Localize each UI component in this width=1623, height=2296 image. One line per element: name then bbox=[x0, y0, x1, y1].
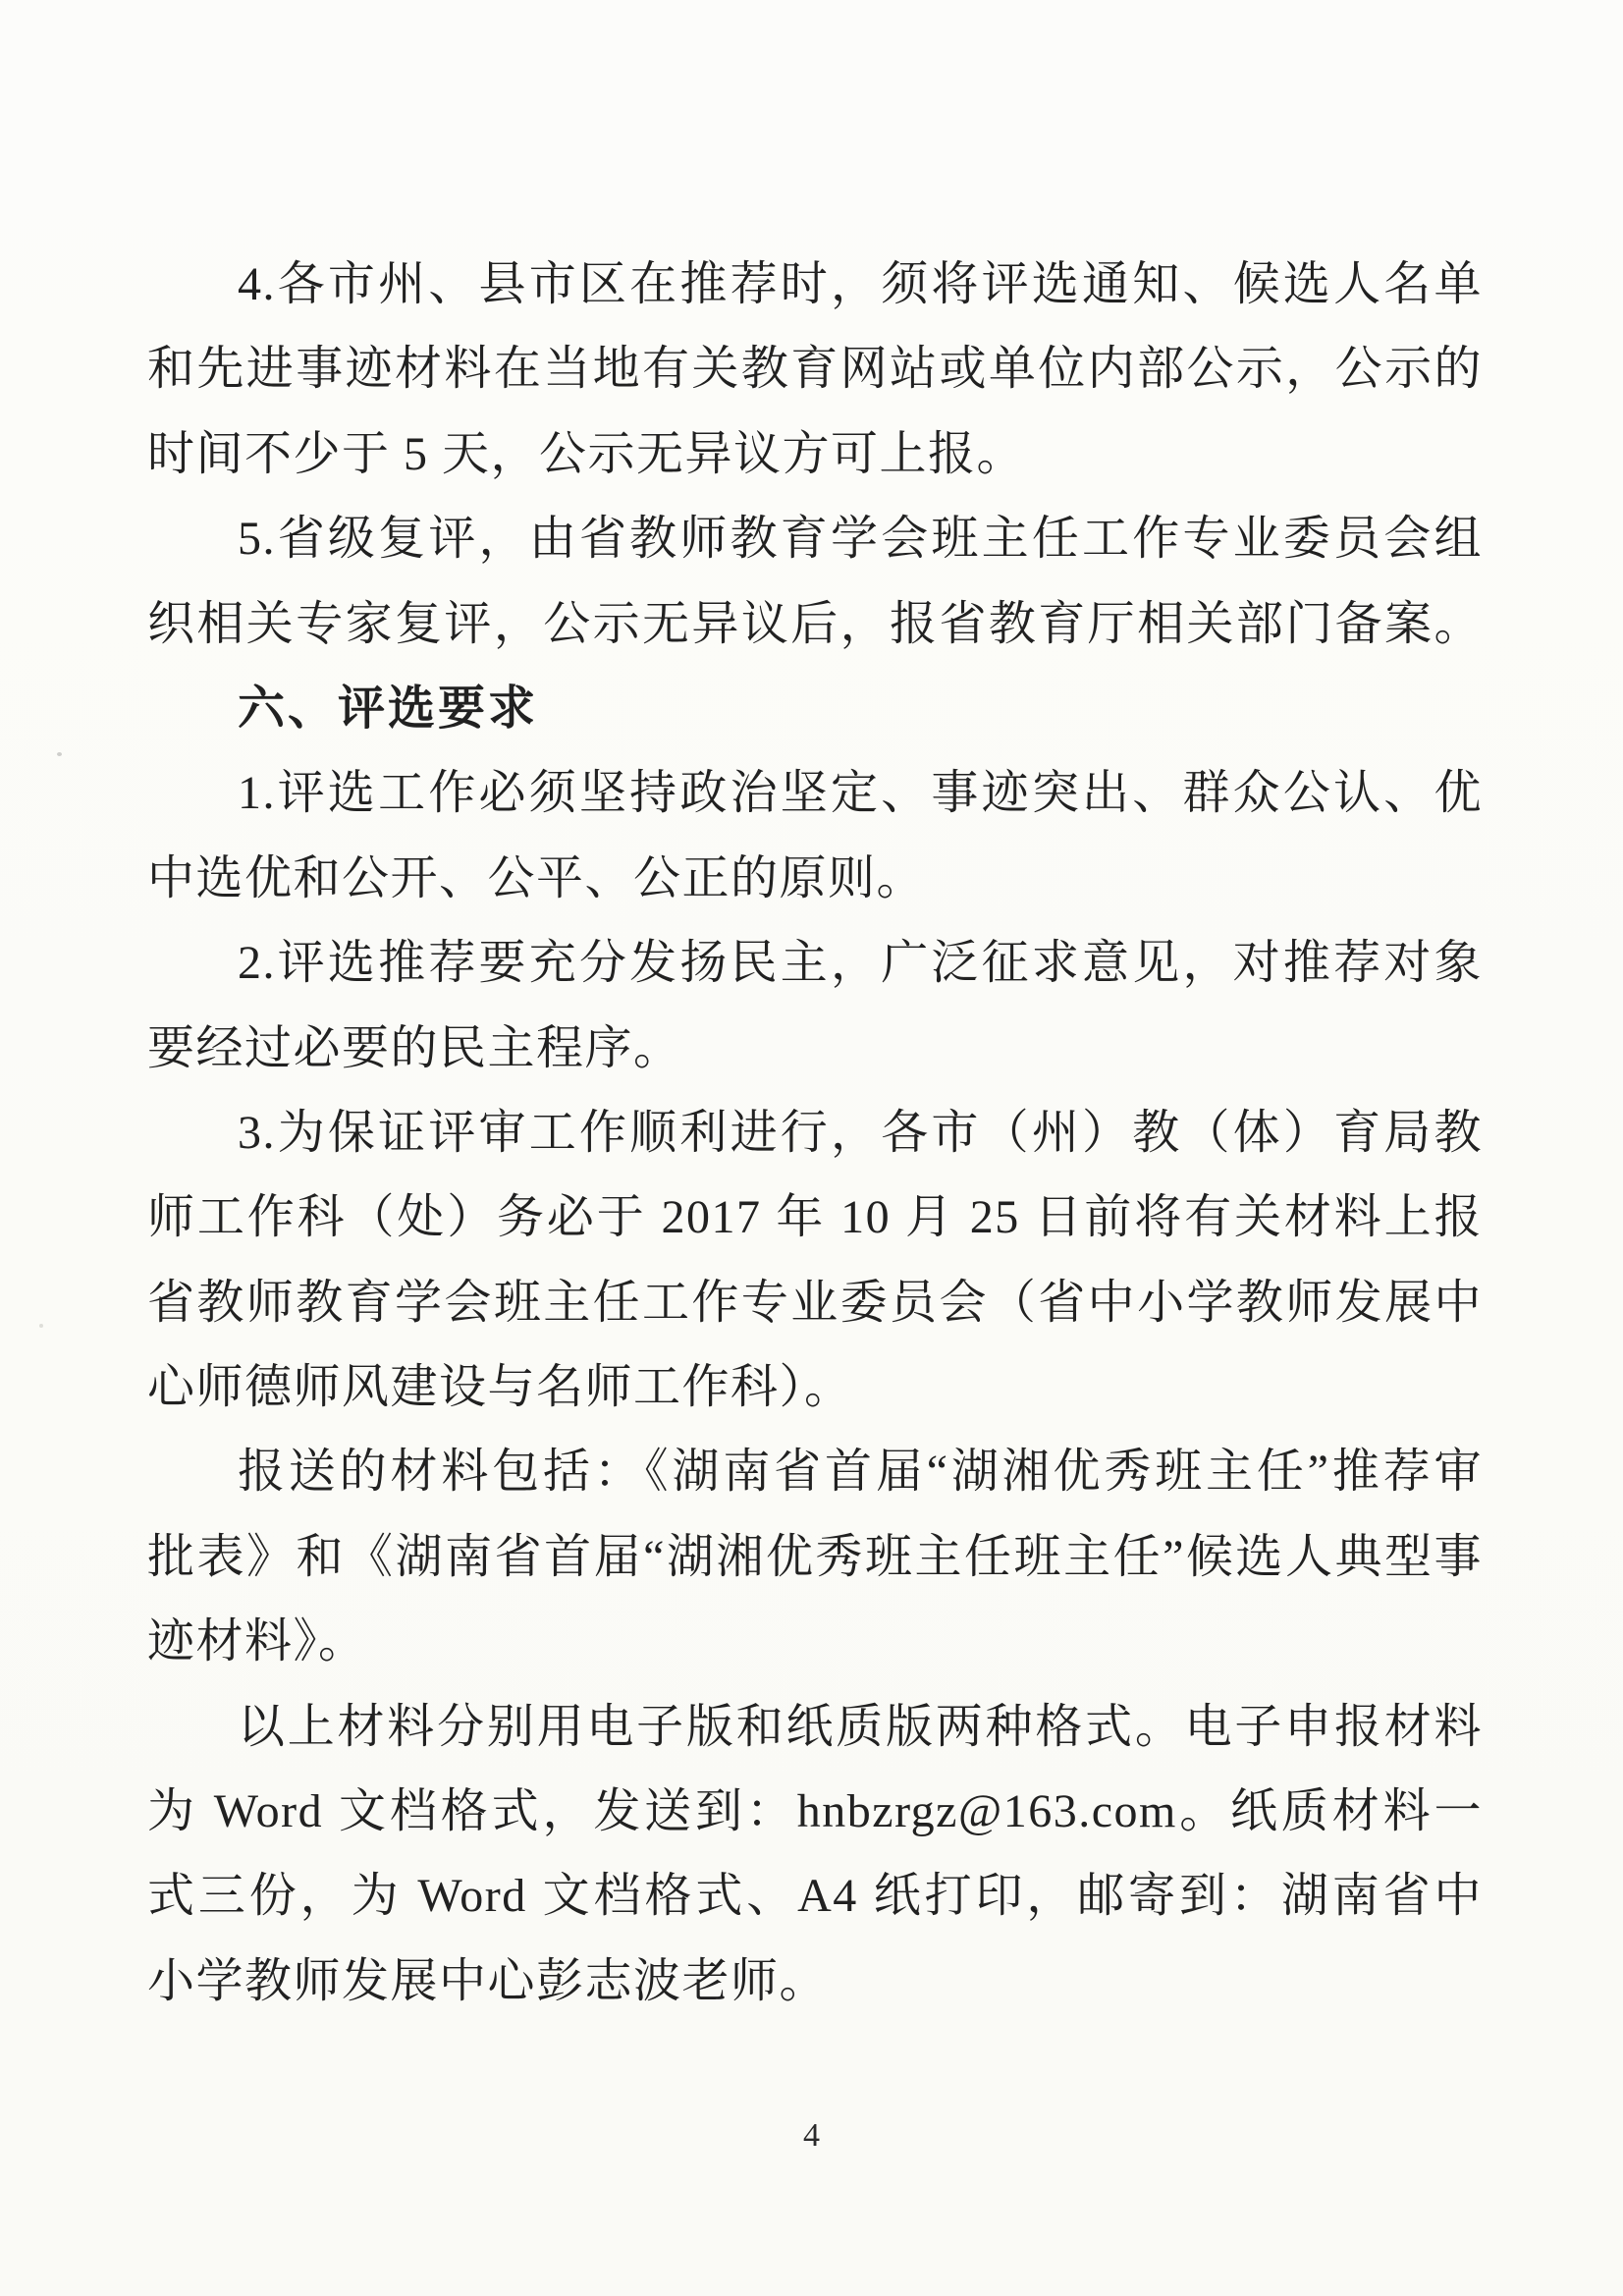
text-line: 和先进事迹材料在当地有关教育网站或单位内部公示，公示的 bbox=[147, 343, 1483, 396]
page-number: 4 bbox=[803, 2117, 820, 2154]
document-body bbox=[147, 243, 1483, 2024]
text-line: 六、评选要求 bbox=[238, 682, 539, 735]
scan-artifact bbox=[57, 752, 62, 756]
text-line: 5.省级复评，由省教师教育学会班主任工作专业委员会组 bbox=[238, 513, 1483, 566]
text-line: 师工作科（处）务必于 2017 年 10 月 25 日前将有关材料上报 bbox=[147, 1191, 1483, 1244]
text-line: 以上材料分别用电子版和纸质版两种格式。电子申报材料 bbox=[238, 1700, 1483, 1753]
text-line: 迹材料》。 bbox=[147, 1615, 367, 1668]
text-line: 式三份，为 Word 文档格式、A4 纸打印，邮寄到：湖南省中 bbox=[147, 1870, 1483, 1923]
text-line: 中选优和公开、公平、公正的原则。 bbox=[147, 851, 926, 904]
text-line: 批表》和《湖南省首届“湖湘优秀班主任班主任”候选人典型事 bbox=[147, 1530, 1483, 1583]
text-line: 心师德师风建设与名师工作科）。 bbox=[147, 1361, 853, 1414]
text-line: 省教师教育学会班主任工作专业委员会（省中小学教师发展中 bbox=[147, 1276, 1483, 1329]
text-line: 小学教师发展中心彭志波老师。 bbox=[147, 1954, 829, 2007]
text-line: 为 Word 文档格式，发送到：hnbzrgz@163.com。纸质材料一 bbox=[147, 1785, 1483, 1838]
text-line: 2.评选推荐要充分发扬民主，广泛征求意见，对推荐对象 bbox=[238, 937, 1483, 990]
text-line: 报送的材料包括：《湖南省首届“湖湘优秀班主任”推荐审 bbox=[238, 1446, 1483, 1499]
scan-artifact bbox=[39, 1324, 43, 1328]
text-line: 织相关专家复评，公示无异议后，报省教育厅相关部门备案。 bbox=[147, 597, 1483, 650]
text-line: 1.评选工作必须坚持政治坚定、事迹突出、群众公认、优 bbox=[238, 767, 1483, 820]
text-line: 时间不少于 5 天，公示无异议方可上报。 bbox=[147, 427, 1026, 480]
text-line: 要经过必要的民主程序。 bbox=[147, 1021, 682, 1074]
text-line: 4.各市州、县市区在推荐时，须将评选通知、候选人名单 bbox=[238, 258, 1483, 310]
text-line: 3.为保证评审工作顺利进行，各市（州）教（体）育局教 bbox=[238, 1106, 1483, 1159]
